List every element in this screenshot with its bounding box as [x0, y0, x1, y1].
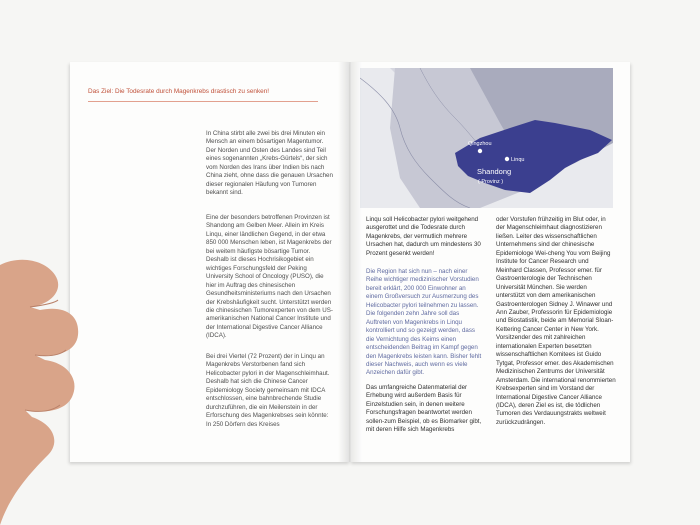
paragraph-study: Bei drei Viertel (72 Prozent) der in Linqu an Magenkrebs Verstorbenen fand sich Helicobacter pylori in der Magenschleimhaut. Deshalb hat sich die Chinese Cancer Epidemiology Society gemeinsam mit IDCA entschlossen, eine bahnbrechende Studie durchzuführen, die ein Meilenstein in der Erforschung des Magenkrebses sein könnte: In 250 Dörfern des Kreises [206, 353, 330, 428]
linqu-label: Linqu [511, 157, 525, 163]
right-page [350, 62, 630, 462]
china-map [360, 68, 613, 208]
hand-holding-brochure [0, 245, 150, 525]
paragraph-intro: In China stirbt alle zwei bis drei Minuten ein Mensch an einem bösartigen Magentumor. Der Norden und Osten des Landes sind Teil eines sogenannten „Krebs-Gürtels“, der sich vom Norden des Irans über Indien bis nach China zieht, ohne dass die genauen Ursachen dieser regionalen Häufung von Tumoren bekannt sind. [206, 130, 333, 197]
right-col1-paragraph3: Das umfangreiche Datenmaterial der Erhebung wird außerdem Basis für Einzelstudien sein, in denen weitere Forschungsfragen beantwortet werden sollen-zum Beispiel, ob es Biomarker gibt, mit deren Hilfe sich Magenkrebs [366, 384, 482, 434]
right-col1-paragraph2: Die Region hat sich nun – nach einer Reihe wichtiger medizinischer Vorstudien bereit erklärt, 200 000 Einwohner an einem Großversuch zur Ausmerzung des Helicobacter pylori teilnehmen zu lassen. Die folgenden zehn Jahre soll das Auftreten von Magenkrebs in Linqu kontrolliert und so gezeigt werden, dass die Vernichtung des Keims einen entscheidenden Beitrag im Kampf gegen den Magenkrebs leisten kann. Bisher fehlt dieser Nachweis, auch wenn es viele Anzeichen dafür gibt. [366, 268, 482, 377]
right-col2-paragraph: oder Vorstufen frühzeitig im Blut oder, in der Magenschleimhaut diagnostizieren ließen. Leiter des wissenschaftlichen Unternehmens sind der chinesische Epidemiologe Wei-cheng You vom Beijing Institute for Cancer Research und Meinhard Classen, Professor emer. für Gastroenterologie der Technischen Universität München. Sie werden unterstützt von dem amerikanischen Gastroenterologen Sidney J. Winawer und Ann Zauber, Professorin für Epidemiologie und Biostatistik, beide am Memorial Sloan-Kettering Cancer Center in New York. Vorsitzender des mit zahlreichen internationalen Experten besetzten wissenschaftlichen Komitees ist Guido Tytgat, Professor emer. des Akademischen Medizinischen Zentrums der Universität Amsterdam. Die international renommierten Krebsexperten sind im Vorstand der International Digestive Cancer Alliance (IDCA), deren Ziel es ist, die tödlichen Tumoren des Verdauungstrakts weltweit zurückzudrängen. [496, 216, 616, 426]
open-brochure [70, 62, 630, 468]
headline: Das Ziel: Die Todesrate durch Magenkrebs drastisch zu senken! [88, 88, 270, 95]
qingzhou-label: Qingzhou [468, 141, 492, 147]
linqu-marker [505, 157, 509, 161]
map-graphic [360, 68, 613, 208]
hand-fingers [0, 260, 78, 525]
shandong-label: Shandong [477, 167, 512, 176]
headline-rule [88, 101, 318, 102]
paragraph-shandong: Eine der besonders betroffenen Provinzen ist Shandong am Gelben Meer. Allein im Kreis Linqu, einer ländlichen Gegend, in der etwa 850 000 Menschen leben, ist Magenkrebs der bei weitem häufigste bösartige Tumor. Deshalb ist dieses Hochrisikogebiet ein wichtiges Forschungsfeld der Peking University School of Oncology (PUSO), die hier im Auftrag des chinesischen Gesundheitsministeriums nach den Ursachen der Krebshäufigkeit sucht. Unterstützt werden die chinesischen Tumorexperten von dem US-amerikanischen National Cancer Institute und der International Digestive Cancer Alliance (IDCA). [206, 214, 333, 340]
spine-shadow [338, 62, 362, 462]
qingzhou-marker [478, 149, 482, 153]
province-label: ( Provinz ) [478, 179, 504, 185]
right-col1-paragraph1: Linqu soll Helicobacter pylori weitgehend ausgerottet und die Todesrate durch Magenkrebs, der vermutlich mehrere Ursachen hat, dadurch um mindestens 30 Prozent gesenkt werden! [366, 216, 481, 257]
